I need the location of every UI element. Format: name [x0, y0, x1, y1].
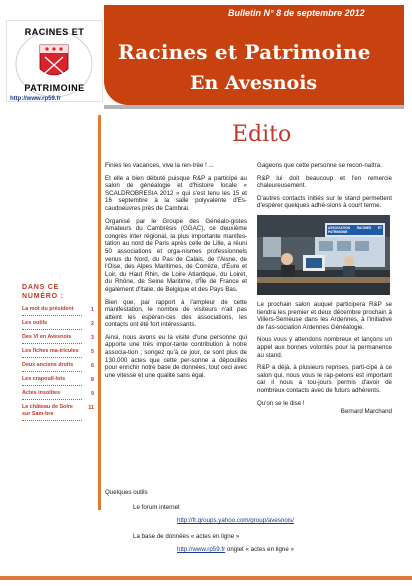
- footer-band: [0, 576, 412, 580]
- toc-item[interactable]: [22, 319, 94, 330]
- article-paragraph: Organisé par le Groupe des Généalo-gistes Amateurs du Cambrésis (GGAC), ce deuxième congrès inter régional, la plus importante manifes-tation au nord de Paris après celle de Lille, a réuni 50 associations et orga-nismes professionnels venus du Nord, du Pas de Calais, de l'Aisne, de l'Oise, des Alpes Maritimes, de Corrèze, d'Eure et Loir, du Haut Rhin, de Loire Atlantique, du Loiret, du Rhône, de Seine Maritime, d'Île de France et également d'Italie, de Belgique et des Pays Bas.: [105, 217, 247, 293]
- tools-title: Quelques outils: [105, 489, 148, 496]
- association-logo: [6, 20, 103, 102]
- article-column-left: [105, 162, 247, 384]
- logo-text-top: RACINES ET: [24, 27, 85, 37]
- toc-item-label: La mot du président: [22, 306, 74, 312]
- toc-item-page: 3: [91, 335, 94, 341]
- article-paragraph: Le prochain salon auquel participera R&P se tiendra les premier et deux décembre prochain à Villers-Semeuse dans les Ardennes, à l'initiative de l'as-sociation Ardennes Généalogie.: [257, 300, 392, 331]
- toc-item-page: 6: [91, 363, 94, 369]
- toc-list: [22, 305, 102, 421]
- toc-title-line1: DANS CE: [22, 284, 60, 291]
- table-of-contents: [22, 283, 102, 424]
- toc-item[interactable]: [22, 347, 94, 358]
- toc-item[interactable]: [22, 333, 94, 344]
- toc-item-label: Des Vi en Avesnois: [22, 334, 72, 340]
- article-paragraph: R&P a déjà, à plusieurs reprises, parti-cipé à ce salon qui, nous vous le rap-pelons est important car il nous a tou-jours permis d'avoir de nombreux contacts avec de futurs adhérents.: [257, 364, 392, 394]
- toc-item[interactable]: [22, 375, 94, 386]
- toc-item[interactable]: [22, 361, 94, 372]
- toc-item-page: 5: [91, 349, 94, 355]
- header-divider: [104, 105, 404, 109]
- site-link[interactable]: http://www.rp59.fr: [177, 546, 226, 553]
- closing-line: Qu'on se le dise !: [257, 399, 305, 407]
- forum-label: Le forum internet: [133, 504, 180, 511]
- toc-item-label: Le château de Solre sur Sam-bre: [22, 404, 73, 417]
- logo-text-bottom: PATRIMOINE: [24, 83, 85, 93]
- article-column-right: [257, 162, 392, 416]
- toc-item-label: Actes insolites: [22, 390, 61, 396]
- newsletter-title: Racines et Patrimoine: [118, 40, 371, 64]
- toc-item-label: Les outils: [22, 320, 48, 326]
- newsletter-subtitle: En Avesnois: [190, 72, 318, 94]
- article-paragraph: Finies les vacances, vive la ren-trée ! ...: [105, 162, 214, 169]
- toc-item-label: Deux anciens droits: [22, 362, 74, 368]
- article-paragraph: R&P lui doit beaucoup et l'en remercie chaleureusement.: [257, 174, 392, 190]
- toc-title: [22, 283, 102, 301]
- salon-stand-photo: [257, 215, 390, 295]
- signature: Bernard Marchand: [340, 408, 392, 416]
- site-link-row: [177, 546, 294, 553]
- article-paragraph: Et elle a bien débuté puisque R&P a participé au salon de généalogie et d'histoire locale « SCALDROBRESIA 2012 » qui s'est tenu les 15 et 16 septembre à la salle polyvalente d'Es-caudoeuvres près de Cambrai.: [105, 174, 247, 212]
- toc-item-page: 1: [91, 307, 94, 313]
- article-paragraph: Gageons que cette personne se recon-naîtra.: [257, 162, 382, 169]
- site-url-link[interactable]: http://www.rp59.fr: [10, 96, 61, 102]
- toc-item-page: 2: [91, 321, 94, 327]
- article-paragraph: Bien que, par rapport à l'ampleur de cette manifestation, le nombre de visiteurs n'ait pas atteint les espéran-ces des associations, les contacts ont été fort intéressants.: [105, 298, 247, 329]
- article-paragraph: Nous vous y attendons nombreux et lançons un appel aux bonnes volontés pour la permanence au stand.: [257, 336, 392, 359]
- forum-link[interactable]: http://fr.groups.yahoo.com/group/avesnois/: [177, 517, 294, 524]
- toc-item-page: 11: [88, 405, 94, 411]
- toc-item-label: Les fiches ma-tricules: [22, 348, 79, 354]
- section-title: Edito: [232, 122, 292, 147]
- toc-item[interactable]: [22, 403, 94, 421]
- toc-item[interactable]: [22, 389, 94, 400]
- site-link-suffix: onglet « actes en ligne »: [226, 546, 294, 553]
- photo-banner-text: ASSOCIATION RACINES ET PATRIMOINE: [328, 225, 382, 234]
- database-label: La base de données « actes en ligne »: [133, 533, 240, 540]
- bulletin-number: Bulletin N° 8 de septembre 2012: [228, 8, 365, 18]
- toc-item-page: 9: [91, 391, 94, 397]
- article-paragraph: Ainsi, nous avons eu la visite d'une personne qui apporte une très impor-tante contribution à notre associa-tion ; songez qu'à ce jour, ce sont plus de 130.000 actes que cette per-sonne a dépouillés pour enrichir notre base de données, tout ceci avec une vitesse et une qualité sans égal.: [105, 333, 247, 379]
- toc-title-line2: NUMÉRO :: [22, 293, 64, 300]
- toc-item-label: Les crapouil-lots: [22, 376, 66, 382]
- toc-item[interactable]: [22, 305, 94, 316]
- toc-item-page: 8: [91, 377, 94, 383]
- article-paragraph: D'autres contacts initiés sur le stand permettent d'espérer quelques adhé-sions à court terme.: [257, 194, 392, 210]
